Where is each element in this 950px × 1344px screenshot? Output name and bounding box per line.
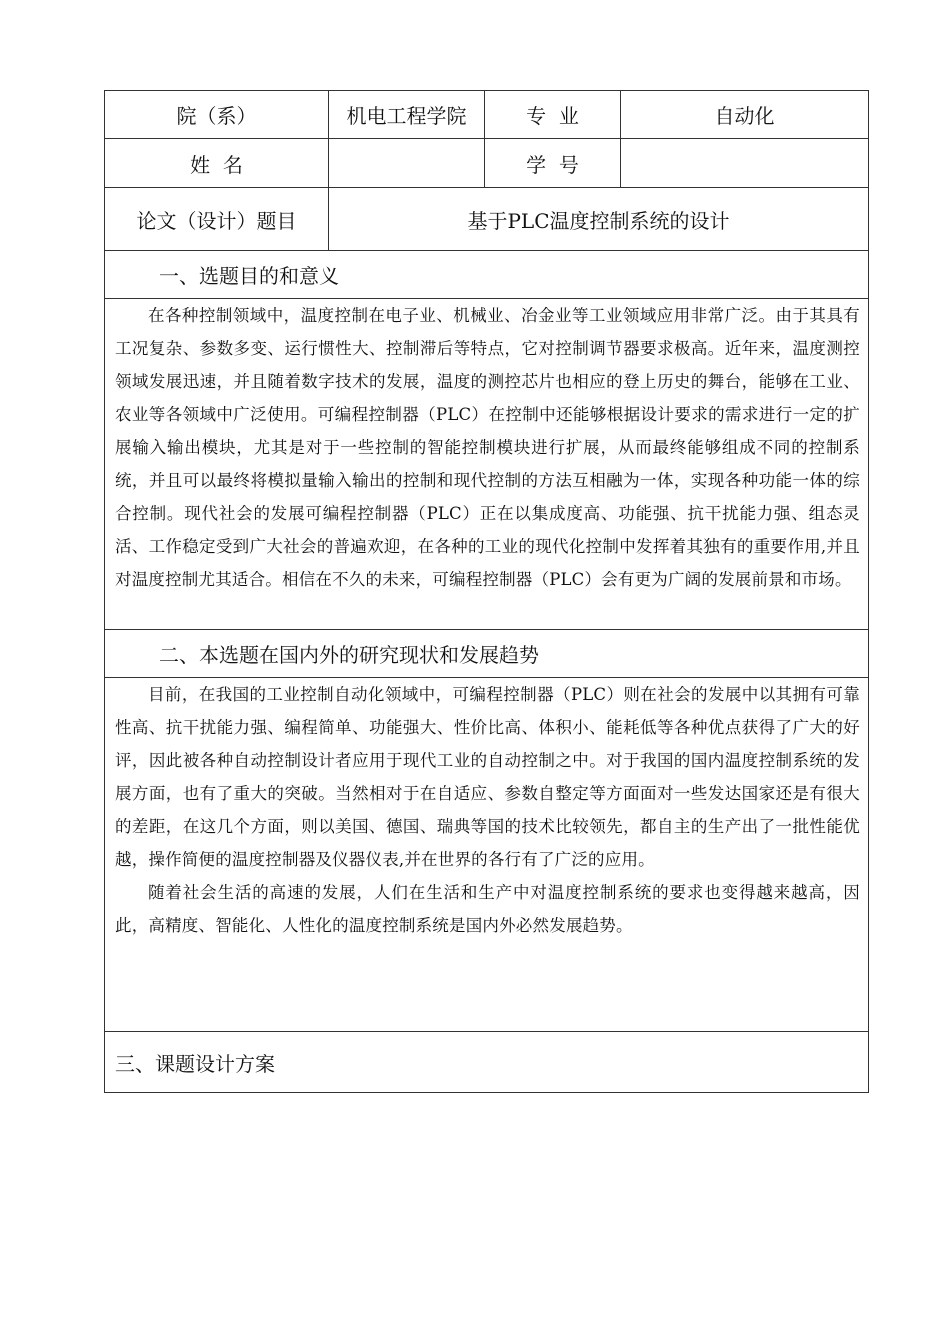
name-label: 姓 名 xyxy=(105,139,329,188)
name-value xyxy=(329,139,485,188)
dept-label: 院（系） xyxy=(105,91,329,139)
section-3-heading: 三、课题设计方案 xyxy=(105,1032,869,1093)
section-2-body xyxy=(105,678,869,1032)
proposal-table xyxy=(104,90,869,1093)
section-1-heading: 一、选题目的和意义 xyxy=(105,251,869,299)
thesis-title-label: 论文（设计）题目 xyxy=(105,188,329,251)
section-2-paragraph-2: 随着社会生活的高速的发展，人们在生活和生产中对温度控制系统的要求也变得越来越高，因此，高精度、智能化、人性化的温度控制系统是国内外必然发展趋势。 xyxy=(115,883,860,935)
dept-value: 机电工程学院 xyxy=(329,91,485,139)
section-1-body xyxy=(105,299,869,630)
major-label: 专 业 xyxy=(485,91,621,139)
section-2-heading: 二、本选题在国内外的研究现状和发展趋势 xyxy=(105,630,869,678)
proposal-form xyxy=(104,90,868,1093)
thesis-title-value: 基于PLC温度控制系统的设计 xyxy=(329,188,869,251)
student-id-value xyxy=(621,139,869,188)
student-id-label: 学 号 xyxy=(485,139,621,188)
section-1-paragraph: 在各种控制领域中，温度控制在电子业、机械业、冶金业等工业领域应用非常广泛。由于其具有工况复杂、参数多变、运行惯性大、控制滞后等特点，它对控制调节器要求极高。近年来，温度测控领域发展迅速，并且随着数字技术的发展，温度的测控芯片也相应的登上历史的舞台，能够在工业、农业等各领域中广泛使用。可编程控制器（PLC）在控制中还能够根据设计要求的需求进行一定的扩展输入输出模块，尤其是对于一些控制的智能控制模块进行扩展，从而最终能够组成不同的控制系统，并且可以最终将模拟量输入输出的控制和现代控制的方法互相融为一体，实现各种功能一体的综合控制。现代社会的发展可编程控制器（PLC）正在以集成度高、功能强、抗干扰能力强、组态灵活、工作稳定受到广大社会的普遍欢迎，在各种的工业的现代化控制中发挥着其独有的重要作用,并且对温度控制尤其适合。相信在不久的未来，可编程控制器（PLC）会有更为广阔的发展前景和市场。 xyxy=(115,306,860,589)
section-2-paragraph-1: 目前，在我国的工业控制自动化领域中，可编程控制器（PLC）则在社会的发展中以其拥有可靠性高、抗干扰能力强、编程简单、功能强大、性价比高、体积小、能耗低等各种优点获得了广大的好评，因此被各种自动控制设计者应用于现代工业的自动控制之中。对于我国的国内温度控制系统的发展方面，也有了重大的突破。当然相对于在自适应、参数自整定等方面面对一些发达国家还是有很大的差距，在这几个方面，则以美国、德国、瑞典等国的技术比较领先，都自主的生产出了一批性能优越，操作简便的温度控制器及仪器仪表,并在世界的各行有了广泛的应用。 xyxy=(115,685,860,869)
major-value: 自动化 xyxy=(621,91,869,139)
